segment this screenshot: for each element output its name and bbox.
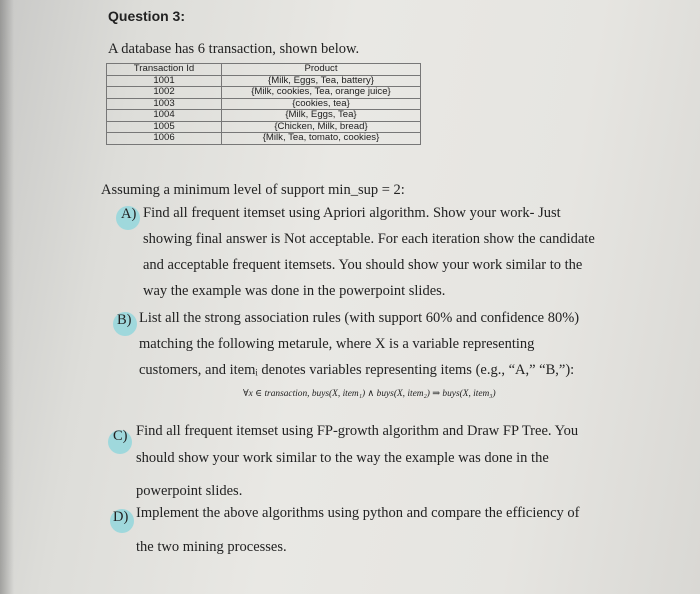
transaction-id-cell: 1004: [107, 110, 222, 122]
part-b-line-2: matching the following metarule, where X is a variable representing: [139, 336, 535, 352]
part-a-line-4: way the example was done in the powerpoint slides.: [143, 283, 446, 299]
part-b-line-3: customers, and itemᵢ denotes variables representing items (e.g., “A,” “B,”):: [139, 362, 575, 378]
table-row: [107, 87, 421, 99]
transaction-id-cell: 1001: [107, 75, 222, 87]
table-row: [107, 133, 421, 145]
product-cell: {Milk, Tea, tomato, cookies}: [222, 133, 421, 145]
part-a-line-3: and acceptable frequent itemsets. You should show your work similar to the: [143, 257, 583, 273]
product-cell: {Milk, Eggs, Tea}: [222, 110, 421, 122]
page-edge-shadow: [0, 0, 14, 594]
part-b-line-1: List all the strong association rules (with support 60% and confidence 80%): [139, 310, 580, 326]
transaction-id-cell: 1002: [107, 87, 222, 99]
part-a-line-2: showing final answer is Not acceptable. For each iteration show the candidate: [143, 231, 595, 247]
question-title: Question 3:: [108, 8, 186, 24]
product-cell: {Milk, cookies, Tea, orange juice}: [222, 87, 421, 99]
part-b-label: B): [117, 312, 132, 328]
transaction-id-cell: 1005: [107, 121, 222, 133]
part-a-label: A): [121, 206, 137, 222]
table-row: [107, 75, 421, 87]
metarule-formula: ∀x ∈ transaction, buys(X, item₁) ∧ buys(X, item₂) ⇒ buys(X, item₃): [243, 389, 496, 399]
intro-text: A database has 6 transaction, shown below.: [108, 41, 360, 57]
part-c-label: C): [113, 428, 128, 444]
transaction-table: [106, 63, 421, 145]
table-row: [107, 121, 421, 133]
product-cell: {cookies, tea}: [222, 98, 421, 110]
product-cell: {Milk, Eggs, Tea, battery}: [222, 75, 421, 87]
assumption-text: Assuming a minimum level of support min_sup = 2:: [101, 182, 405, 198]
table-row: [107, 98, 421, 110]
part-d-line-1: Implement the above algorithms using python and compare the efficiency of: [136, 505, 580, 521]
table-header-row: [107, 64, 421, 76]
product-cell: {Chicken, Milk, bread}: [222, 121, 421, 133]
header-product: Product: [222, 64, 421, 76]
part-c-line-1: Find all frequent itemset using FP-growth algorithm and Draw FP Tree. You: [136, 423, 579, 439]
part-d-line-2: the two mining processes.: [136, 539, 287, 555]
transaction-id-cell: 1003: [107, 98, 222, 110]
part-a-line-1: Find all frequent itemset using Apriori algorithm. Show your work- Just: [143, 205, 561, 221]
table-row: [107, 110, 421, 122]
header-transaction-id: Transaction Id: [107, 64, 222, 76]
part-c-line-3: powerpoint slides.: [136, 483, 243, 499]
part-c-line-2: should show your work similar to the way the example was done in the: [136, 450, 549, 466]
transaction-id-cell: 1006: [107, 133, 222, 145]
part-d-label: D): [113, 509, 129, 525]
